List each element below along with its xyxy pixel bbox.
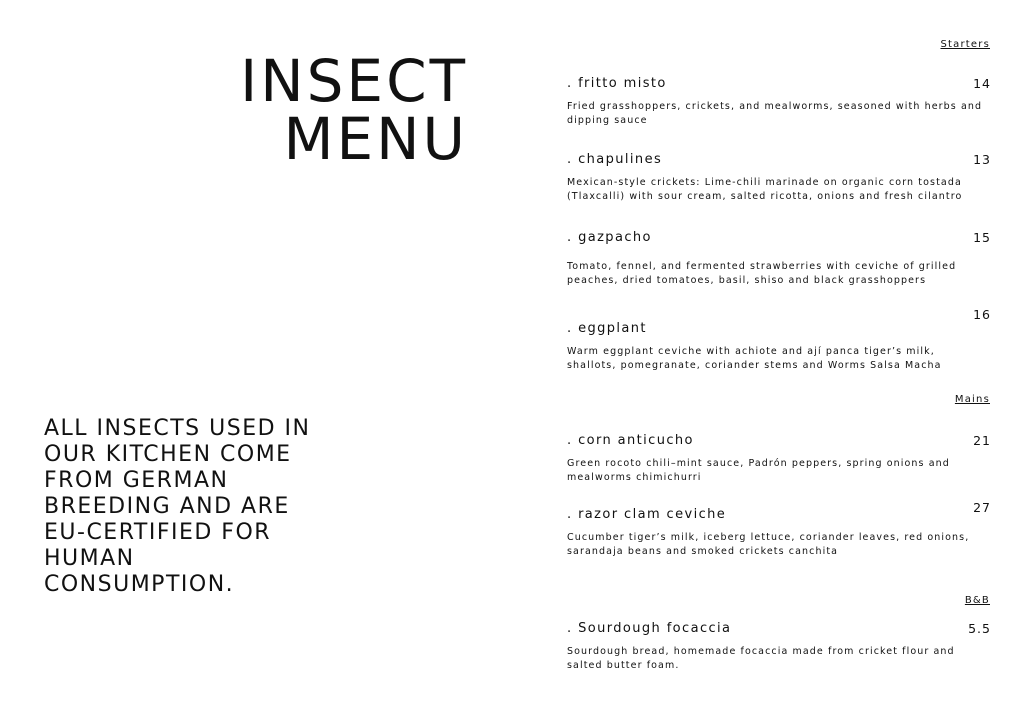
menu-title-line-2: MENU — [283, 105, 468, 173]
menu-title — [150, 47, 468, 173]
item-price: 5.5 — [968, 621, 991, 636]
item-name: . chapulines — [567, 152, 663, 167]
menu-item-fritto-misto — [567, 76, 991, 127]
item-description: Mexican-style crickets: Lime-chili marinade on organic corn tostada (Tlaxcalli) with sour cream, salted ricotta, onions and fresh cilantro — [567, 177, 963, 202]
item-description: Warm eggplant ceviche with achiote and ají panca tiger’s milk, shallots, pomegranate, coriander stems and Worms Salsa Macha — [567, 346, 942, 371]
item-price: 16 — [973, 307, 991, 322]
item-price: 27 — [973, 500, 991, 515]
item-description: Fried grasshoppers, crickets, and mealworms, seasoned with herbs and dipping sauce — [567, 101, 983, 126]
item-name: . corn anticucho — [567, 433, 694, 448]
section-heading-starters[interactable]: Starters — [940, 39, 990, 50]
menu-item-chapulines — [567, 152, 991, 203]
item-price: 21 — [973, 433, 991, 448]
item-description: Tomato, fennel, and fermented strawberries with ceviche of grilled peaches, dried tomatoes, basil, shiso and black grasshoppers — [567, 261, 957, 286]
menu-item-gazpacho — [567, 230, 991, 287]
section-heading-bb[interactable]: B&B — [964, 595, 990, 606]
item-name: . fritto misto — [567, 76, 667, 91]
item-description: Cucumber tiger’s milk, iceberg lettuce, coriander leaves, red onions, sarandaja beans and smoked crickets canchita — [567, 532, 970, 557]
section-heading-mains[interactable]: Mains — [954, 394, 990, 405]
item-price: 14 — [973, 76, 991, 91]
item-price: 15 — [973, 230, 991, 245]
item-name: . eggplant — [567, 321, 647, 336]
sourcing-statement: ALL INSECTS USED IN OUR KITCHEN COME FROM GERMAN BREEDING AND ARE EU-CERTIFIED FOR HUMAN CONSUMPTION. — [44, 416, 311, 597]
item-price: 13 — [973, 152, 991, 167]
item-name: . razor clam ceviche — [567, 507, 727, 522]
menu-item-razor-clam-ceviche — [567, 500, 991, 558]
item-name: . gazpacho — [567, 230, 652, 245]
menu-item-sourdough-focaccia — [567, 621, 991, 672]
menu-item-corn-anticucho — [567, 433, 991, 484]
item-description: Sourdough bread, homemade focaccia made from cricket flour and salted butter foam. — [567, 646, 955, 671]
menu-item-eggplant — [567, 307, 991, 372]
item-name: . Sourdough focaccia — [567, 621, 732, 636]
item-description: Green rocoto chili–mint sauce, Padrón peppers, spring onions and mealworms chimichurri — [567, 458, 950, 483]
menu-title-line-1: INSECT — [240, 47, 468, 115]
